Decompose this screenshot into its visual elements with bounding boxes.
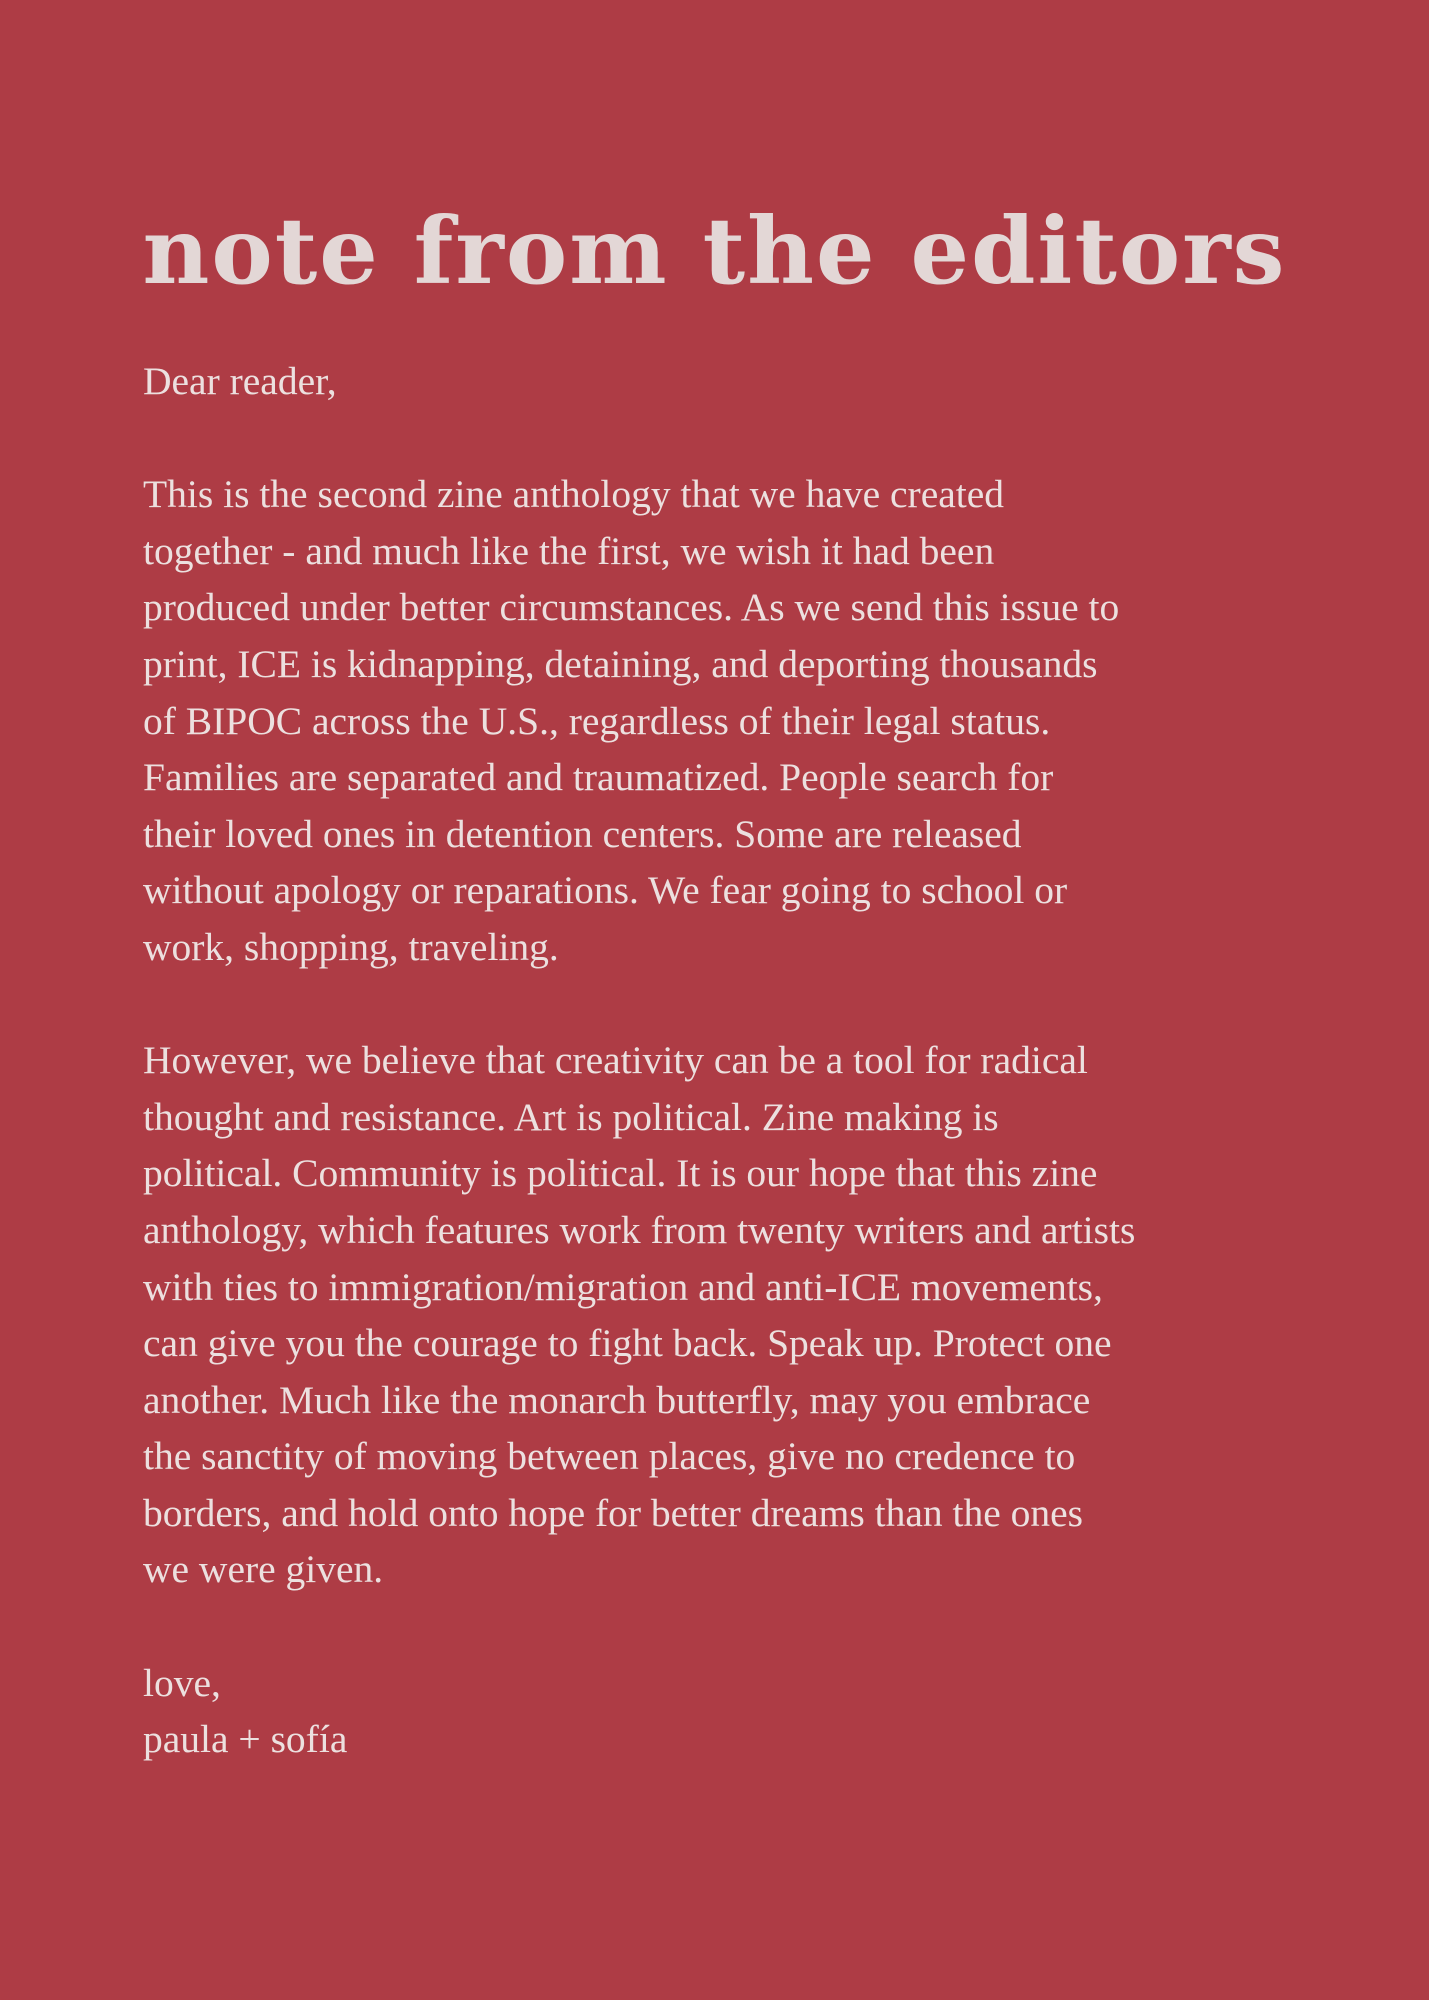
salutation [143, 353, 1293, 410]
paragraph-line: can give you the courage to fight back. Speak up. Protect one [143, 1321, 1112, 1366]
paragraph-line: with ties to immigration/migration and anti-ICE movements, [143, 1264, 1103, 1309]
paragraph-line: borders, and hold onto hope for better dreams than the ones [143, 1490, 1084, 1535]
page-title: note from the editors [142, 197, 1287, 305]
paragraph-2 [143, 1032, 1293, 1598]
paragraph-line: produced under better circumstances. As we send this issue to [143, 585, 1120, 630]
paragraph-line: the sanctity of moving between places, give no credence to [143, 1434, 1076, 1479]
paragraph-line: their loved ones in detention centers. Some are released [143, 811, 1022, 856]
paragraph-line: However, we believe that creativity can be a tool for radical [143, 1038, 1088, 1083]
closing: love, [143, 1660, 221, 1705]
paragraph-line: of BIPOC across the U.S., regardless of their legal status. [143, 698, 1051, 743]
sign-off [143, 1655, 1293, 1768]
paragraph-line: Families are separated and traumatized. People search for [143, 755, 1054, 800]
paragraph-line: political. Community is political. It is our hope that this zine [143, 1151, 1098, 1196]
paragraph-line: we were given. [143, 1547, 384, 1592]
paragraph-line: without apology or reparations. We fear going to school or [143, 868, 1068, 913]
salutation-text: Dear reader, [143, 359, 337, 403]
paragraph-line: another. Much like the monarch butterfly, may you embrace [143, 1377, 1091, 1422]
paragraph-1 [143, 466, 1293, 975]
editors-letter [143, 353, 1293, 1768]
paragraph-line: thought and resistance. Art is political. Zine making is [143, 1094, 999, 1139]
paragraph-line: together - and much like the first, we wish it had been [143, 528, 995, 573]
signature: paula + sofía [143, 1717, 348, 1762]
paragraph-line: work, shopping, traveling. [143, 924, 559, 969]
paragraph-line: This is the second zine anthology that we have created [143, 472, 1005, 517]
paragraph-line: print, ICE is kidnapping, detaining, and deporting thousands [143, 641, 1098, 686]
paragraph-line: anthology, which features work from twenty writers and artists [143, 1207, 1136, 1252]
